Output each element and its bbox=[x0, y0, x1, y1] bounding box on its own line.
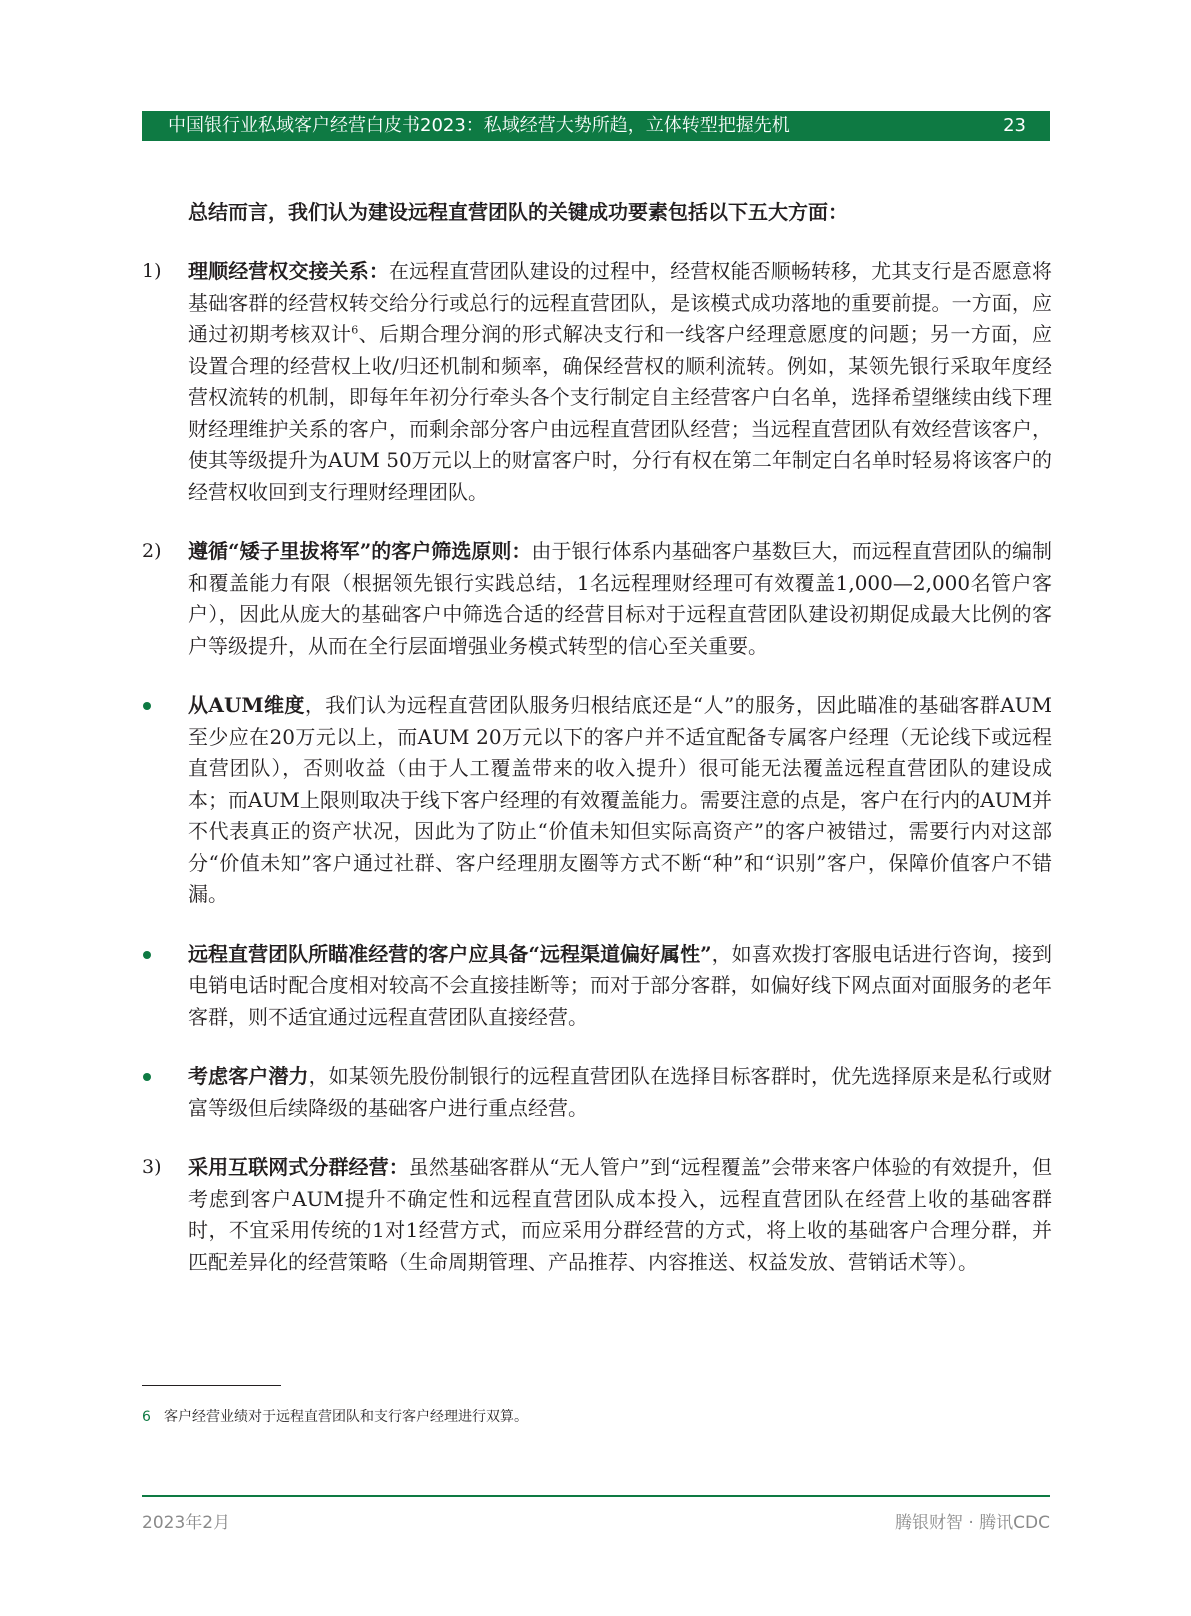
item-lead: 考虑客户潜力 bbox=[188, 1064, 309, 1088]
footnote-divider bbox=[142, 1385, 281, 1386]
page-number: 23 bbox=[1003, 115, 1026, 136]
footnote-text: 客户经营业绩对于远程直营团队和支行客户经理进行双算。 bbox=[164, 1409, 528, 1425]
document-title: 中国银行业私域客户经营白皮书2023：私域经营大势所趋，立体转型把握先机 bbox=[168, 115, 790, 136]
footnote-ref: 6 bbox=[351, 323, 359, 337]
footer-brand: 腾银财智 · 腾讯CDC bbox=[894, 1513, 1050, 1533]
list-item-1 bbox=[142, 256, 1052, 508]
bullet-item-channel bbox=[142, 939, 1052, 1034]
item-text: 在远程直营团队建设的过程中，经营权能否顺畅转移，尤其支行是否愿意将基础客群的经营权转交给分行或总行的远程直营团队，是该模式成功落地的重要前提。一方面，应通过初期考核双计 bbox=[188, 259, 1053, 346]
item-number: 3) bbox=[142, 1156, 162, 1178]
list-item-2 bbox=[142, 536, 1052, 662]
item-lead: 从AUM维度 bbox=[188, 693, 305, 717]
item-text: ，如某领先股份制银行的远程直营团队在选择目标客群时，优先选择原来是私行或财富等级但后续降级的基础客户进行重点经营。 bbox=[188, 1064, 1053, 1120]
main-content bbox=[142, 196, 1052, 1306]
bullet-icon bbox=[143, 702, 151, 710]
item-number: 1) bbox=[142, 260, 162, 282]
section-intro: 总结而言，我们认为建设远程直营团队的关键成功要素包括以下五大方面： bbox=[188, 200, 848, 224]
bullet-icon bbox=[143, 1073, 151, 1081]
item-text: ，如喜欢拨打客服电话进行咨询，接到电销电话时配合度相对较高不会直接挂断等；而对于部分客群，如偏好线下网点面对面服务的老年客群，则不适宜通过远程直营团队直接经营。 bbox=[188, 941, 1052, 1029]
bullet-item-potential bbox=[142, 1061, 1052, 1124]
footnote-number: 6 bbox=[142, 1409, 151, 1425]
item-lead: 理顺经营权交接关系： bbox=[188, 259, 389, 283]
item-lead: 采用互联网式分群经营： bbox=[188, 1155, 409, 1179]
running-header bbox=[142, 111, 1050, 141]
item-text: 虽然基础客群从“无人管户”到“远程覆盖”会带来客户体验的有效提升，但考虑到客户AUM提升不确定性和远程直营团队成本投入，远程直营团队在经营上收的基础客群时，不宜采用传统的1对1经营方式，而应采用分群经营的方式，将上收的基础客户合理分群，并匹配差异化的经营策略（生命周期管理、产品推荐、内容推送、权益发放、营销话术等）。 bbox=[188, 1155, 1052, 1274]
item-lead: 远程直营团队所瞄准经营的客户应具备“远程渠道偏好属性” bbox=[188, 941, 712, 966]
bullet-item-aum bbox=[142, 690, 1052, 911]
item-number: 2) bbox=[142, 540, 162, 562]
item-text-continued: 、后期合理分润的形式解决支行和一线客户经理意愿度的问题；另一方面，应设置合理的经营权上收/归还机制和频率，确保经营权的顺利流转。例如，某领先银行采取年度经营权流转的机制，即每年年初分行牵头各个支行制定自主经营客户白名单，选择希望继续由线下理财经理维护关系的客户，而剩余部分客户由远程直营团队经营；当远程直营团队有效经营该客户，使其等级提升为AUM 50万元以上的财富客户时，分行有权在第二年制定白名单时轻易将该客户的经营权收回到支行理财经理团队。 bbox=[188, 322, 1053, 504]
bullet-icon bbox=[143, 951, 151, 959]
item-text: ，我们认为远程直营团队服务归根结底还是“人”的服务，因此瞄准的基础客群AUM至少应在20万元以上，而AUM 20万元以下的客户并不适宜配备专属客户经理（无论线下或远程直营团队），否则收益（由于人工覆盖带来的收入提升）很可能无法覆盖远程直营团队的建设成本；而AUM上限则取决于线下客户经理的有效覆盖能力。需要注意的点是，客户在行内的AUM并不代表真正的资产状况，因此为了防止“价值未知但实际高资产”的客户被错过，需要行内对这部分“价值未知”客户通过社群、客户经理朋友圈等方式不断“种”和“识别”客户，保障价值客户不错漏。 bbox=[188, 693, 1052, 906]
footer-divider bbox=[142, 1495, 1050, 1497]
item-text: 由于银行体系内基础客户基数巨大，而远程直营团队的编制和覆盖能力有限（根据领先银行实践总结，1名远程理财经理可有效覆盖1,000—2,000名管户客户），因此从庞大的基础客户中筛选合适的经营目标对于远程直营团队建设初期促成最大比例的客户等级提升，从而在全行层面增强业务模式转型的信心至关重要。 bbox=[188, 539, 1052, 658]
item-lead: 遵循“矮子里拔将军”的客户筛选原则： bbox=[188, 539, 532, 563]
footnote bbox=[142, 1407, 528, 1427]
footer-date: 2023年2月 bbox=[142, 1513, 231, 1533]
list-item-3 bbox=[142, 1152, 1052, 1278]
